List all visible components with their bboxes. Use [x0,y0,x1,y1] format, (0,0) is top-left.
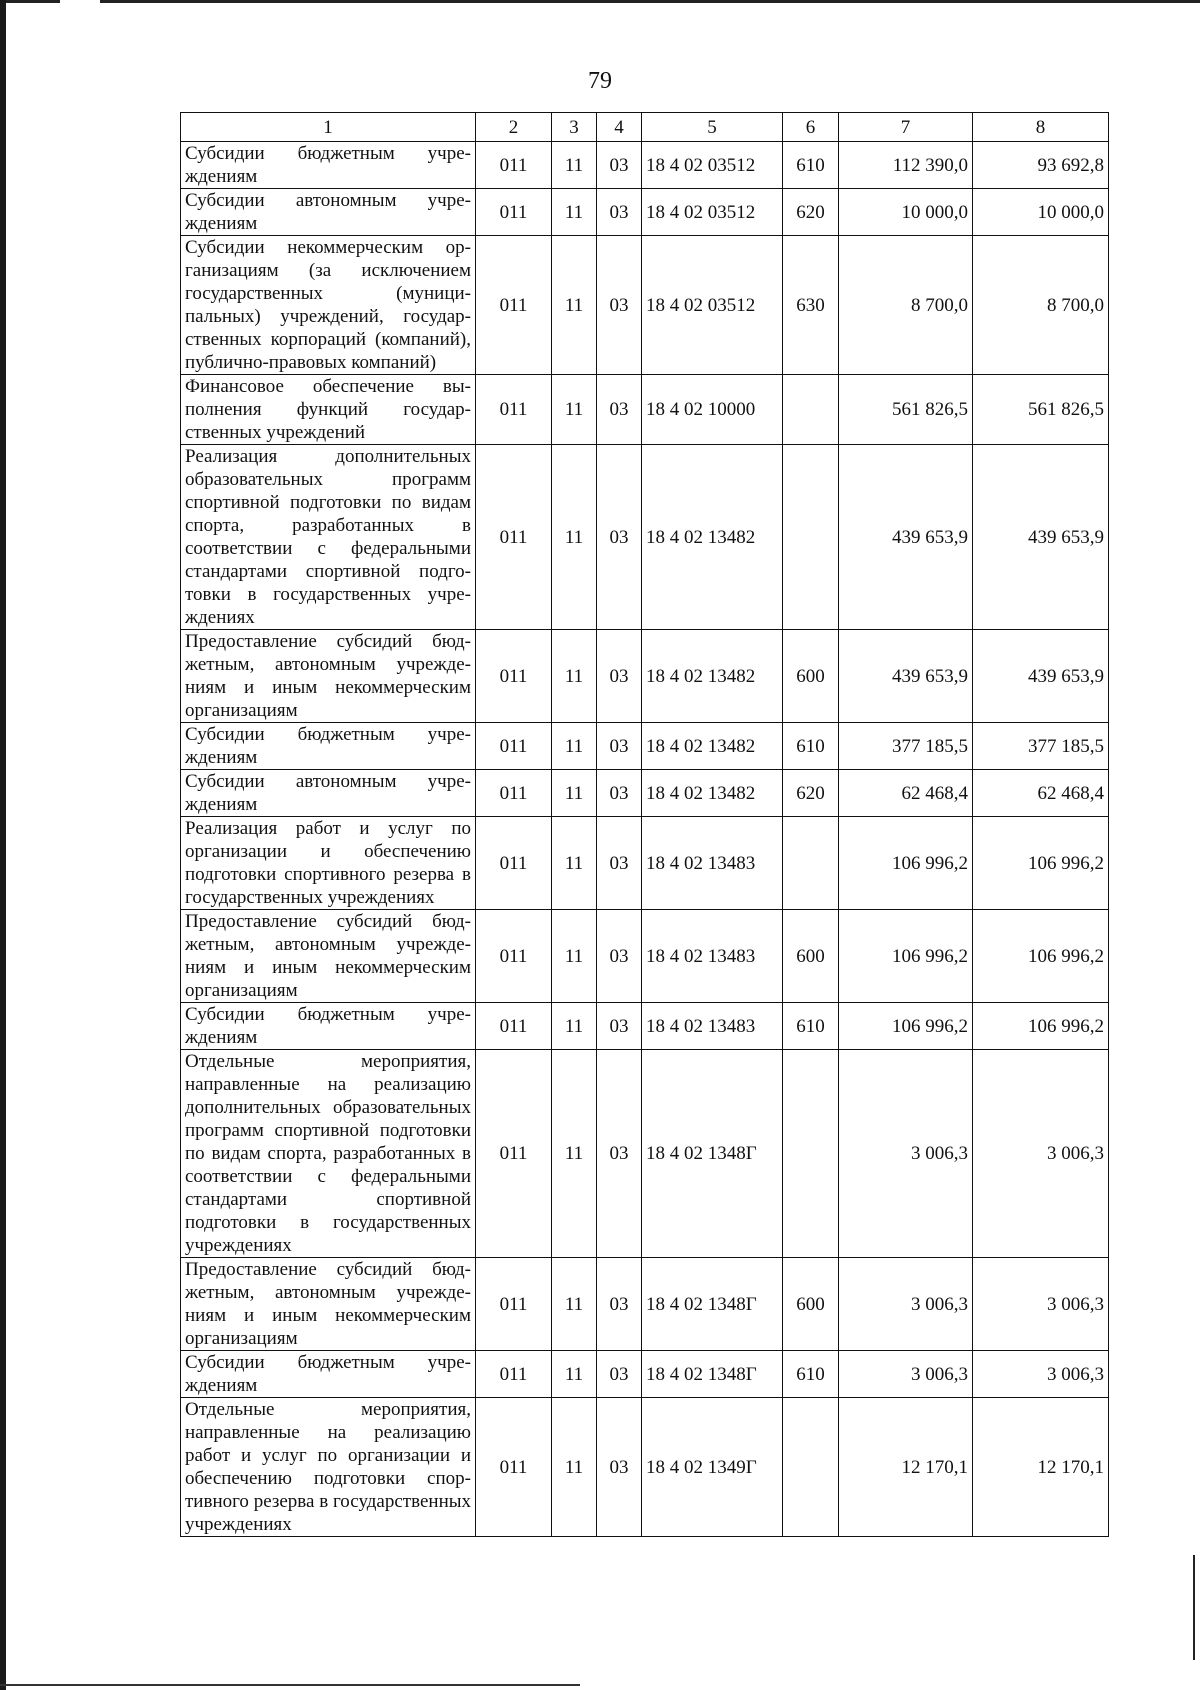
header-col-8: 8 [973,113,1109,142]
cell-expense-type [783,445,839,630]
cell-section: 11 [552,1258,597,1351]
cell-amount-1: 561 826,5 [839,375,973,445]
cell-expense-type: 620 [783,770,839,817]
cell-amount-2: 3 006,3 [973,1258,1109,1351]
table-row [181,375,1109,445]
cell-name: Реализация дополнительных образовательных программ спортивной подготовки по видам спорта, разработанных в соответствии с федеральными стандартами спортивной подготовки в государственных учреждениях [181,445,476,630]
cell-target-code: 18 4 02 1348Г [642,1351,783,1398]
cell-amount-2: 93 692,8 [973,142,1109,189]
cell-amount-1: 106 996,2 [839,1003,973,1050]
cell-ministry: 011 [476,910,552,1003]
cell-subsection: 03 [597,189,642,236]
cell-expense-type: 610 [783,1351,839,1398]
cell-section: 11 [552,189,597,236]
cell-amount-1: 439 653,9 [839,630,973,723]
header-col-6: 6 [783,113,839,142]
cell-amount-2: 106 996,2 [973,817,1109,910]
table-row [181,1398,1109,1537]
cell-amount-1: 8 700,0 [839,236,973,375]
cell-section: 11 [552,445,597,630]
cell-subsection: 03 [597,1258,642,1351]
cell-name: Субсидии автономным учреждениям [181,189,476,236]
cell-amount-2: 12 170,1 [973,1398,1109,1537]
table-row [181,1351,1109,1398]
cell-name: Отдельные мероприятия, направленные на реализацию дополнительных образовательных программ спортивной подготовки по видам спорта, разработанных в соответствии с федеральными стандартами спортивной подготовки в государственных учреждениях [181,1050,476,1258]
cell-expense-type: 610 [783,142,839,189]
cell-amount-1: 62 468,4 [839,770,973,817]
cell-amount-2: 10 000,0 [973,189,1109,236]
cell-amount-1: 439 653,9 [839,445,973,630]
cell-name: Субсидии бюджетным учреждениям [181,1351,476,1398]
cell-expense-type: 620 [783,189,839,236]
cell-amount-1: 377 185,5 [839,723,973,770]
cell-amount-1: 106 996,2 [839,910,973,1003]
cell-amount-1: 3 006,3 [839,1351,973,1398]
cell-expense-type: 630 [783,236,839,375]
cell-subsection: 03 [597,817,642,910]
cell-ministry: 011 [476,1003,552,1050]
cell-expense-type: 610 [783,723,839,770]
cell-name: Предоставление субсидий бюджетным, автономным учреждениям и иным некоммерческим организациям [181,1258,476,1351]
cell-ministry: 011 [476,770,552,817]
cell-expense-type [783,1398,839,1537]
cell-subsection: 03 [597,1351,642,1398]
cell-amount-2: 106 996,2 [973,910,1109,1003]
cell-ministry: 011 [476,236,552,375]
cell-ministry: 011 [476,1050,552,1258]
cell-expense-type: 600 [783,1258,839,1351]
table-row [181,1003,1109,1050]
cell-target-code: 18 4 02 03512 [642,142,783,189]
cell-ministry: 011 [476,375,552,445]
cell-ministry: 011 [476,189,552,236]
table-row [181,445,1109,630]
cell-amount-1: 3 006,3 [839,1050,973,1258]
cell-amount-2: 3 006,3 [973,1351,1109,1398]
cell-target-code: 18 4 02 03512 [642,189,783,236]
cell-amount-1: 10 000,0 [839,189,973,236]
cell-target-code: 18 4 02 1348Г [642,1258,783,1351]
header-col-3: 3 [552,113,597,142]
cell-amount-2: 8 700,0 [973,236,1109,375]
table-row [181,910,1109,1003]
cell-ministry: 011 [476,1398,552,1537]
cell-amount-1: 106 996,2 [839,817,973,910]
cell-ministry: 011 [476,630,552,723]
cell-expense-type: 610 [783,1003,839,1050]
cell-name: Предоставление субсидий бюджетным, автономным учреждениям и иным некоммерческим организациям [181,910,476,1003]
page-number: 79 [588,68,612,94]
cell-expense-type [783,817,839,910]
table-row [181,1050,1109,1258]
cell-subsection: 03 [597,236,642,375]
header-col-1: 1 [181,113,476,142]
cell-expense-type [783,375,839,445]
cell-amount-2: 377 185,5 [973,723,1109,770]
header-row [181,113,1109,142]
scan-edge-bottom [0,1684,580,1686]
cell-section: 11 [552,817,597,910]
cell-name: Субсидии некоммерческим организациям (за исключением государственных (муниципальных) учреждений, государственных корпораций (компаний), публично-правовых компаний) [181,236,476,375]
header-col-7: 7 [839,113,973,142]
cell-target-code: 18 4 02 13482 [642,770,783,817]
cell-ministry: 011 [476,1351,552,1398]
cell-target-code: 18 4 02 13482 [642,630,783,723]
table-body [181,142,1109,1537]
cell-target-code: 18 4 02 10000 [642,375,783,445]
cell-name: Предоставление субсидий бюджетным, автономным учреждениям и иным некоммерческим организациям [181,630,476,723]
cell-amount-2: 439 653,9 [973,445,1109,630]
header-col-4: 4 [597,113,642,142]
cell-subsection: 03 [597,1003,642,1050]
cell-target-code: 18 4 02 13483 [642,910,783,1003]
header-col-5: 5 [642,113,783,142]
cell-amount-1: 112 390,0 [839,142,973,189]
cell-name: Отдельные мероприятия, направленные на реализацию работ и услуг по организации и обеспечению подготовки спортивного резерва в государственных учреждениях [181,1398,476,1537]
budget-table [180,112,1109,1537]
cell-amount-1: 12 170,1 [839,1398,973,1537]
cell-amount-2: 3 006,3 [973,1050,1109,1258]
cell-section: 11 [552,142,597,189]
cell-section: 11 [552,1398,597,1537]
table-row [181,630,1109,723]
cell-target-code: 18 4 02 13482 [642,723,783,770]
cell-amount-1: 3 006,3 [839,1258,973,1351]
cell-ministry: 011 [476,723,552,770]
cell-target-code: 18 4 02 13483 [642,817,783,910]
cell-name: Субсидии автономным учреждениям [181,770,476,817]
cell-amount-2: 62 468,4 [973,770,1109,817]
cell-expense-type [783,1050,839,1258]
cell-expense-type: 600 [783,910,839,1003]
scan-edge-gap [60,0,100,3]
cell-section: 11 [552,1351,597,1398]
cell-section: 11 [552,910,597,1003]
cell-name: Субсидии бюджетным учреждениям [181,142,476,189]
cell-target-code: 18 4 02 13483 [642,1003,783,1050]
table-row [181,770,1109,817]
cell-section: 11 [552,1003,597,1050]
table-row [181,1258,1109,1351]
table-row [181,817,1109,910]
cell-target-code: 18 4 02 1349Г [642,1398,783,1537]
cell-subsection: 03 [597,375,642,445]
cell-subsection: 03 [597,1050,642,1258]
cell-section: 11 [552,375,597,445]
table-row [181,142,1109,189]
cell-subsection: 03 [597,630,642,723]
cell-amount-2: 561 826,5 [973,375,1109,445]
table-row [181,723,1109,770]
table-row [181,236,1109,375]
cell-section: 11 [552,630,597,723]
cell-target-code: 18 4 02 1348Г [642,1050,783,1258]
cell-subsection: 03 [597,1398,642,1537]
cell-ministry: 011 [476,817,552,910]
cell-name: Реализация работ и услуг по организации и обеспечению подготовки спортивного резерва в государственных учреждениях [181,817,476,910]
cell-target-code: 18 4 02 13482 [642,445,783,630]
cell-expense-type: 600 [783,630,839,723]
header-col-2: 2 [476,113,552,142]
cell-name: Субсидии бюджетным учреждениям [181,1003,476,1050]
cell-name: Субсидии бюджетным учреждениям [181,723,476,770]
cell-subsection: 03 [597,910,642,1003]
cell-name: Финансовое обеспечение выполнения функций государственных учреждений [181,375,476,445]
cell-ministry: 011 [476,1258,552,1351]
scan-edge-left [0,0,6,1690]
cell-section: 11 [552,770,597,817]
scan-edge-right-mark [1193,1555,1195,1660]
cell-section: 11 [552,236,597,375]
cell-section: 11 [552,1050,597,1258]
scan-edge-top [0,0,1200,3]
table-row [181,189,1109,236]
cell-ministry: 011 [476,142,552,189]
cell-ministry: 011 [476,445,552,630]
cell-target-code: 18 4 02 03512 [642,236,783,375]
cell-section: 11 [552,723,597,770]
cell-subsection: 03 [597,445,642,630]
cell-subsection: 03 [597,723,642,770]
cell-amount-2: 439 653,9 [973,630,1109,723]
cell-subsection: 03 [597,770,642,817]
cell-subsection: 03 [597,142,642,189]
cell-amount-2: 106 996,2 [973,1003,1109,1050]
